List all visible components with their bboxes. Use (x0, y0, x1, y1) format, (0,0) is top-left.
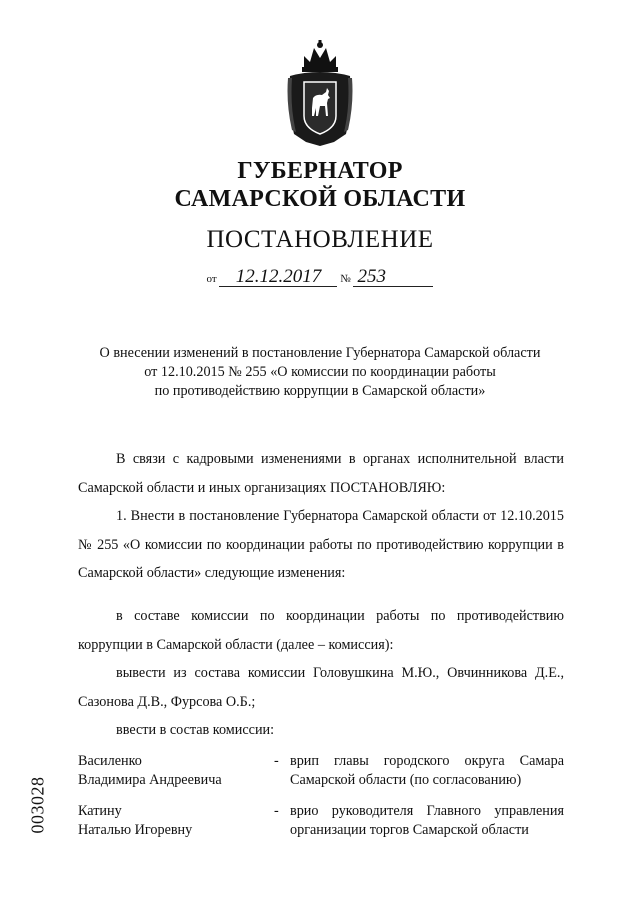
body-paragraph-5: ввести в состав комиссии: (116, 722, 275, 738)
date-prefix: от (206, 273, 217, 285)
member-name (78, 752, 258, 790)
registration-stamp (18, 770, 58, 840)
member-position: врио руководителя Главного управления организации торгов Самарской области (290, 803, 564, 838)
document-subject (70, 344, 570, 401)
body-paragraph-3: в составе комиссии по координации работы по противодействию коррупции в Самарской области (далее – комиссия): (78, 608, 564, 653)
member-dash: - (274, 803, 279, 819)
subject-line: от 12.10.2015 № 255 «О комиссии по координации работы (144, 364, 496, 380)
member-given-name: Владимира Андреевича (78, 772, 222, 788)
member-surname: Василенко (78, 753, 142, 769)
document-number: 253 (353, 268, 433, 287)
body-paragraph-4: вывести из состава комиссии Головушкина М.Ю., Овчинникова Д.Е., Сазонова Д.В., Фурсова О.Б.; (78, 665, 564, 710)
document-type: ПОСТАНОВЛЕНИЕ (206, 226, 434, 253)
member-dash: - (274, 753, 279, 769)
issuer-title-line1: ГУБЕРНАТОР (237, 158, 403, 184)
member-position: врип главы городского округа Самара Самарской области (по согласованию) (290, 753, 564, 788)
subject-line: по противодействию коррупции в Самарской области» (154, 383, 486, 399)
member-given-name: Наталью Игоревну (78, 822, 193, 838)
date-number-line (0, 268, 640, 287)
number-prefix: № (340, 273, 351, 285)
document-date: 12.12.2017 (219, 268, 337, 287)
issuer-title-line2: САМАРСКОЙ ОБЛАСТИ (174, 186, 466, 212)
subject-line: О внесении изменений в постановление Губернатора Самарской области (99, 345, 541, 361)
body-paragraph-1: В связи с кадровыми изменениями в органах исполнительной власти Самарской области и иных организациях ПОСТАНОВЛЯЮ: (78, 451, 564, 496)
member-surname: Катину (78, 803, 122, 819)
stamp-number: 003028 (27, 776, 48, 834)
member-name (78, 802, 258, 840)
body-paragraph-2: 1. Внести в постановление Губернатора Самарской области от 12.10.2015 № 255 «О комиссии по координации работы по противодействию коррупции в Самарской области» следующие изменения: (78, 508, 564, 581)
coat-of-arms-emblem (282, 38, 358, 148)
